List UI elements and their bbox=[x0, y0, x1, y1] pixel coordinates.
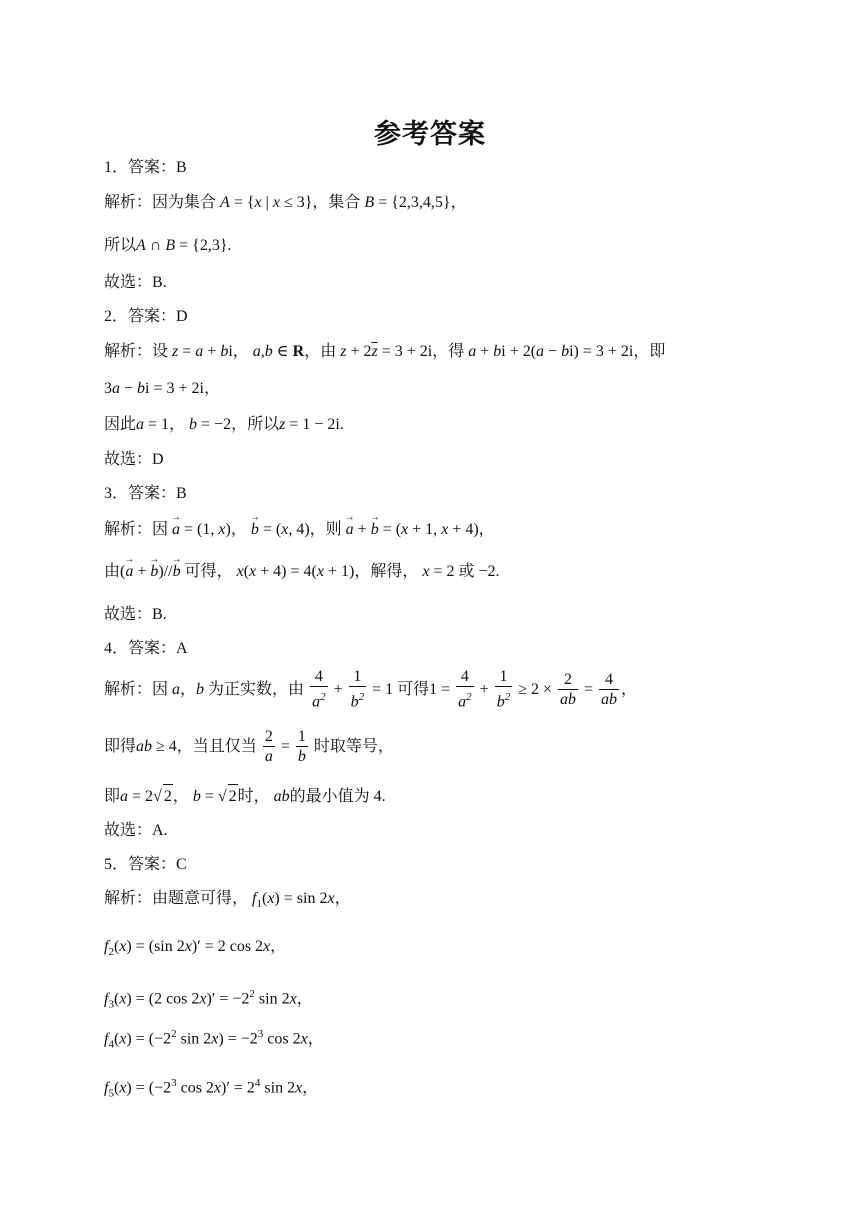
q5-f5: $f_5(x) = (-2^3$ $\cos 2x)' = 2^4$ sin 2x， bbox=[104, 1077, 319, 1100]
q3-analysis-line1: 解析：因 → a = (1, x)， → b = (x, 4)，则 → a + → b = (x + 1, x + 4)， bbox=[104, 518, 495, 542]
q1-answer: 1．答案：B bbox=[104, 159, 187, 176]
q1-conclusion: 故选：B. bbox=[104, 274, 167, 291]
q2-analysis-line2: 3a − bi = 3 + 2i， bbox=[104, 380, 220, 397]
q4-analysis-line1: 解析：因 a，b 为正实数，由 $\frac{4}{a^2}$ + $\frac{1}{b^2}$ = 1 可得1 = $\frac{4}{a^2}$ + $\frac{1}{b^2}$ ≥ 2 × $\frac{2}{ab}$ = $\frac{4}{ab}$ ， bbox=[104, 668, 638, 711]
q2-conclusion: 故选：D bbox=[104, 451, 164, 468]
q1-analysis-line2: 所以A ∩ B = {2,3}. bbox=[104, 237, 232, 254]
q4-answer: 4．答案：A bbox=[104, 640, 188, 657]
q4-conclusion: 故选：A. bbox=[104, 822, 168, 839]
q3-analysis-line2: 由(→ a + → b)//→ b 可得， x(x + 4) = 4(x + 1)，解得， x = 2 或 −2. bbox=[104, 560, 500, 584]
q4-analysis-line3: 即a = 2√ 2， b = √ 2时， ab的最小值为 4. bbox=[104, 784, 386, 809]
q5-f4: $f_4(x) = (-2^2$ $\sin 2x) = -2^3$ cos 2x， bbox=[104, 1028, 324, 1051]
q3-answer: 3．答案：B bbox=[104, 485, 187, 502]
q5-analysis-line1: 解析：由题意可得， $f_1(x) = \sin 2x$， bbox=[104, 890, 351, 911]
q4-analysis-line2: 即得ab ≥ 4，当且仅当 $\frac{2}{a}$ = $\frac{1}{b}$ 时取等号， bbox=[104, 728, 394, 765]
q5-f2: $f_2(x) = (\sin$ 2x)′ = 2 cos 2x， bbox=[104, 938, 287, 959]
page-title: 参考答案 bbox=[374, 119, 486, 150]
q5-answer: 5．答案：C bbox=[104, 856, 187, 873]
q5-f3: $f_3(x) = (2$ $\cos 2x)' = -2^2$ sin 2x， bbox=[104, 988, 313, 1011]
q3-conclusion: 故选：B. bbox=[104, 606, 167, 623]
q1-analysis-line1: 解析：因为集合 A = {x | x ≤ 3}，集合 B = {2,3,4,5}， bbox=[104, 194, 467, 211]
q2-analysis-line3: 因此a = 1， b = −2，所以z = 1 − 2i. bbox=[104, 416, 344, 433]
q2-answer: 2．答案：D bbox=[104, 308, 188, 325]
q2-analysis-line1: 解析：设 z = a + bi， a,b ∈ R，由 $z + 2\overline{z} = 3 + 2i$，得 a + bi + 2(a − bi) = 3 + 2i，即 bbox=[104, 343, 666, 360]
